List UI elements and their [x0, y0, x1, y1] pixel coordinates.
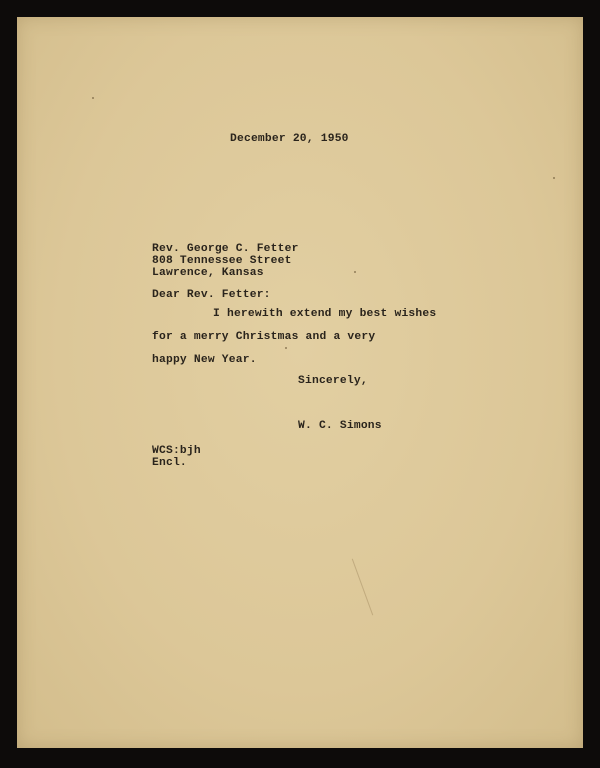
paper-speck [285, 347, 287, 349]
paper-speck [92, 97, 94, 99]
letter-page [17, 17, 583, 748]
letter-date: December 20, 1950 [230, 133, 349, 145]
closing: Sincerely, [298, 375, 368, 387]
salutation: Dear Rev. Fetter: [152, 289, 271, 301]
reference-initials: WCS:bjh [152, 445, 201, 457]
paper-crease [352, 559, 373, 616]
paper-speck [553, 177, 555, 179]
body-line-3: happy New Year. [152, 354, 257, 366]
signature: W. C. Simons [298, 420, 382, 432]
enclosure-note: Encl. [152, 457, 187, 469]
body-line-2: for a merry Christmas and a very [152, 331, 376, 343]
paper-speck [354, 271, 356, 273]
body-line-1: I herewith extend my best wishes [213, 308, 437, 320]
recipient-street: 808 Tennessee Street [152, 255, 292, 267]
recipient-name: Rev. George C. Fetter [152, 243, 299, 255]
recipient-city: Lawrence, Kansas [152, 267, 264, 279]
